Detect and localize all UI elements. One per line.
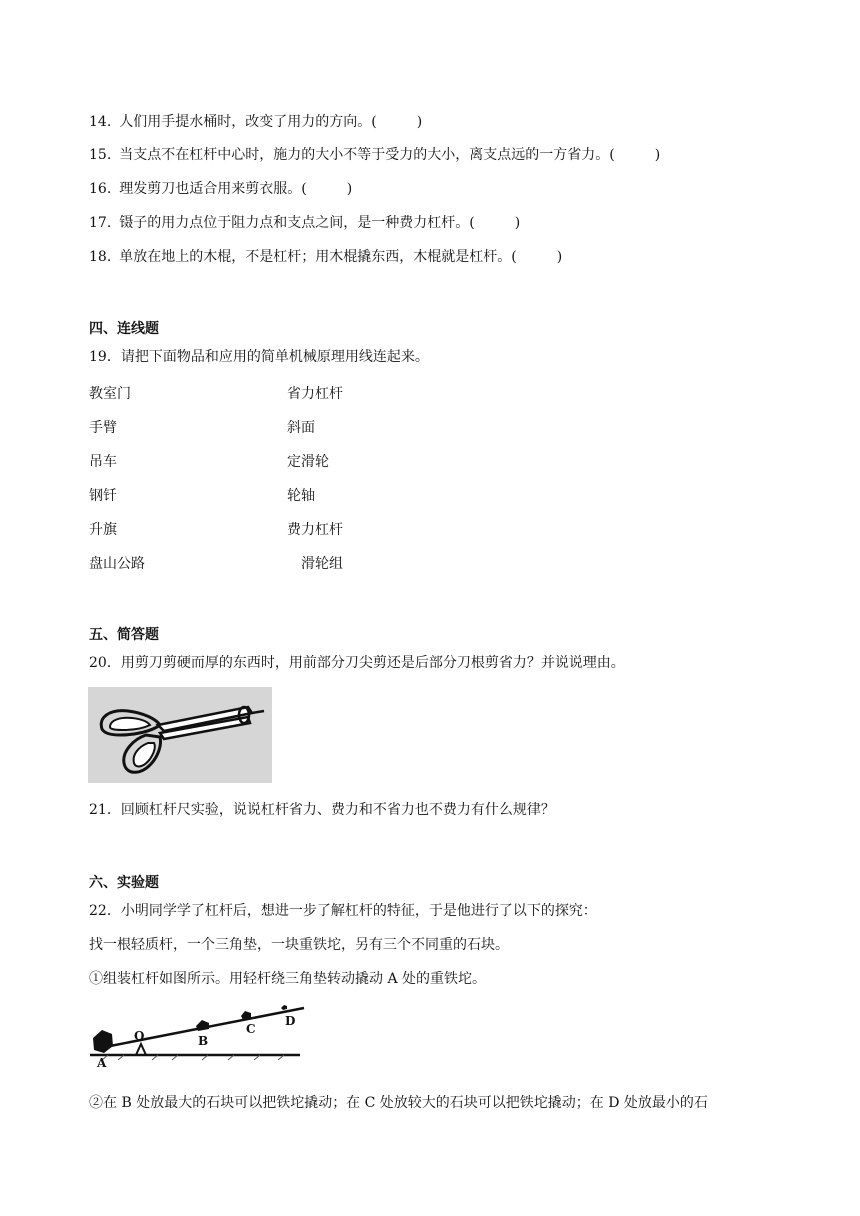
matching-right-item[interactable]: 斜面 xyxy=(287,420,315,436)
matching-left-item[interactable]: 教室门 xyxy=(89,386,131,402)
step-2-text: ②在 B 处放最大的石块可以把铁坨撬动；在 C 处放较大的石块可以把铁坨撬动；在 D 处放最小的石 xyxy=(89,1095,708,1111)
section-heading-experiment: 六、实验题 xyxy=(89,875,159,891)
item-close: ) xyxy=(514,215,521,231)
label-d: D xyxy=(285,1014,296,1028)
section-heading-short-answer: 五、简答题 xyxy=(89,627,159,643)
label-o: O xyxy=(134,1029,145,1043)
item-number: 16. xyxy=(89,181,112,197)
question-20: 20．用剪刀剪硬而厚的东西时，用前部分刀尖剪还是后部分刀根剪省力？并说说理由。 xyxy=(89,655,625,671)
scissors-photo xyxy=(88,687,272,783)
label-a: A xyxy=(97,1056,107,1070)
matching-left-item[interactable]: 钢钎 xyxy=(89,488,117,504)
item-number: 18. xyxy=(89,249,112,265)
judgement-item-17 xyxy=(89,214,520,232)
materials-text: 找一根轻质杆，一个三角垫，一块重铁坨，另有三个不同重的石块。 xyxy=(89,937,509,953)
judgement-item-16 xyxy=(89,180,352,198)
item-close: ) xyxy=(654,147,661,163)
question-21: 21．回顾杠杆尺实验，说说杠杆省力、费力和不省力也不费力有什么规律？ xyxy=(89,802,555,818)
lever-diagram xyxy=(88,1000,308,1080)
step-1-text: ①组装杠杆如图所示。用轻杆绕三角垫转动撬动 A 处的重铁坨。 xyxy=(89,971,487,987)
scissors-icon xyxy=(88,687,272,783)
matching-right-item[interactable]: 省力杠杆 xyxy=(287,386,343,402)
matching-right-item[interactable]: 轮轴 xyxy=(287,488,315,504)
question-22: 22．小明同学学了杠杆后，想进一步了解杠杆的特征，于是他进行了以下的探究： xyxy=(89,903,597,919)
item-close: ) xyxy=(416,114,423,130)
matching-right-item[interactable]: 滑轮组 xyxy=(301,556,343,572)
item-text: 人们用手提水桶时，改变了用力的方向。( xyxy=(119,114,377,130)
matching-right-item[interactable]: 定滑轮 xyxy=(287,454,329,470)
section-heading-matching: 四、连线题 xyxy=(89,321,159,337)
matching-right-item[interactable]: 费力杠杆 xyxy=(287,522,343,538)
item-text: 单放在地上的木棍，不是杠杆；用木棍撬东西，木棍就是杠杆。( xyxy=(119,249,517,265)
stone-d-icon xyxy=(281,1005,287,1010)
item-number: 14. xyxy=(89,114,112,130)
item-text: 镊子的用力点位于阻力点和支点之间，是一种费力杠杆。( xyxy=(119,215,475,231)
judgement-item-18 xyxy=(89,248,562,266)
question-19: 19．请把下面物品和应用的简单机械原理用线连起来。 xyxy=(89,349,429,365)
matching-left-item[interactable]: 盘山公路 xyxy=(89,556,145,572)
item-number: 17. xyxy=(89,215,112,231)
matching-left-item[interactable]: 吊车 xyxy=(89,454,117,470)
item-close: ) xyxy=(556,249,563,265)
item-text: 当支点不在杠杆中心时，施力的大小不等于受力的大小，离支点远的一方省力。( xyxy=(119,147,615,163)
judgement-item-14 xyxy=(89,113,422,131)
item-text: 理发剪刀也适合用来剪衣服。( xyxy=(119,181,307,197)
label-b: B xyxy=(198,1034,209,1048)
item-number: 15. xyxy=(89,147,112,163)
iron-block-icon xyxy=(93,1030,113,1053)
judgement-item-15 xyxy=(89,146,660,164)
matching-left-item[interactable]: 升旗 xyxy=(89,522,117,538)
stone-b-icon xyxy=(196,1020,209,1031)
matching-left-item[interactable]: 手臂 xyxy=(89,420,117,436)
label-c: C xyxy=(246,1022,256,1036)
item-close: ) xyxy=(346,181,353,197)
